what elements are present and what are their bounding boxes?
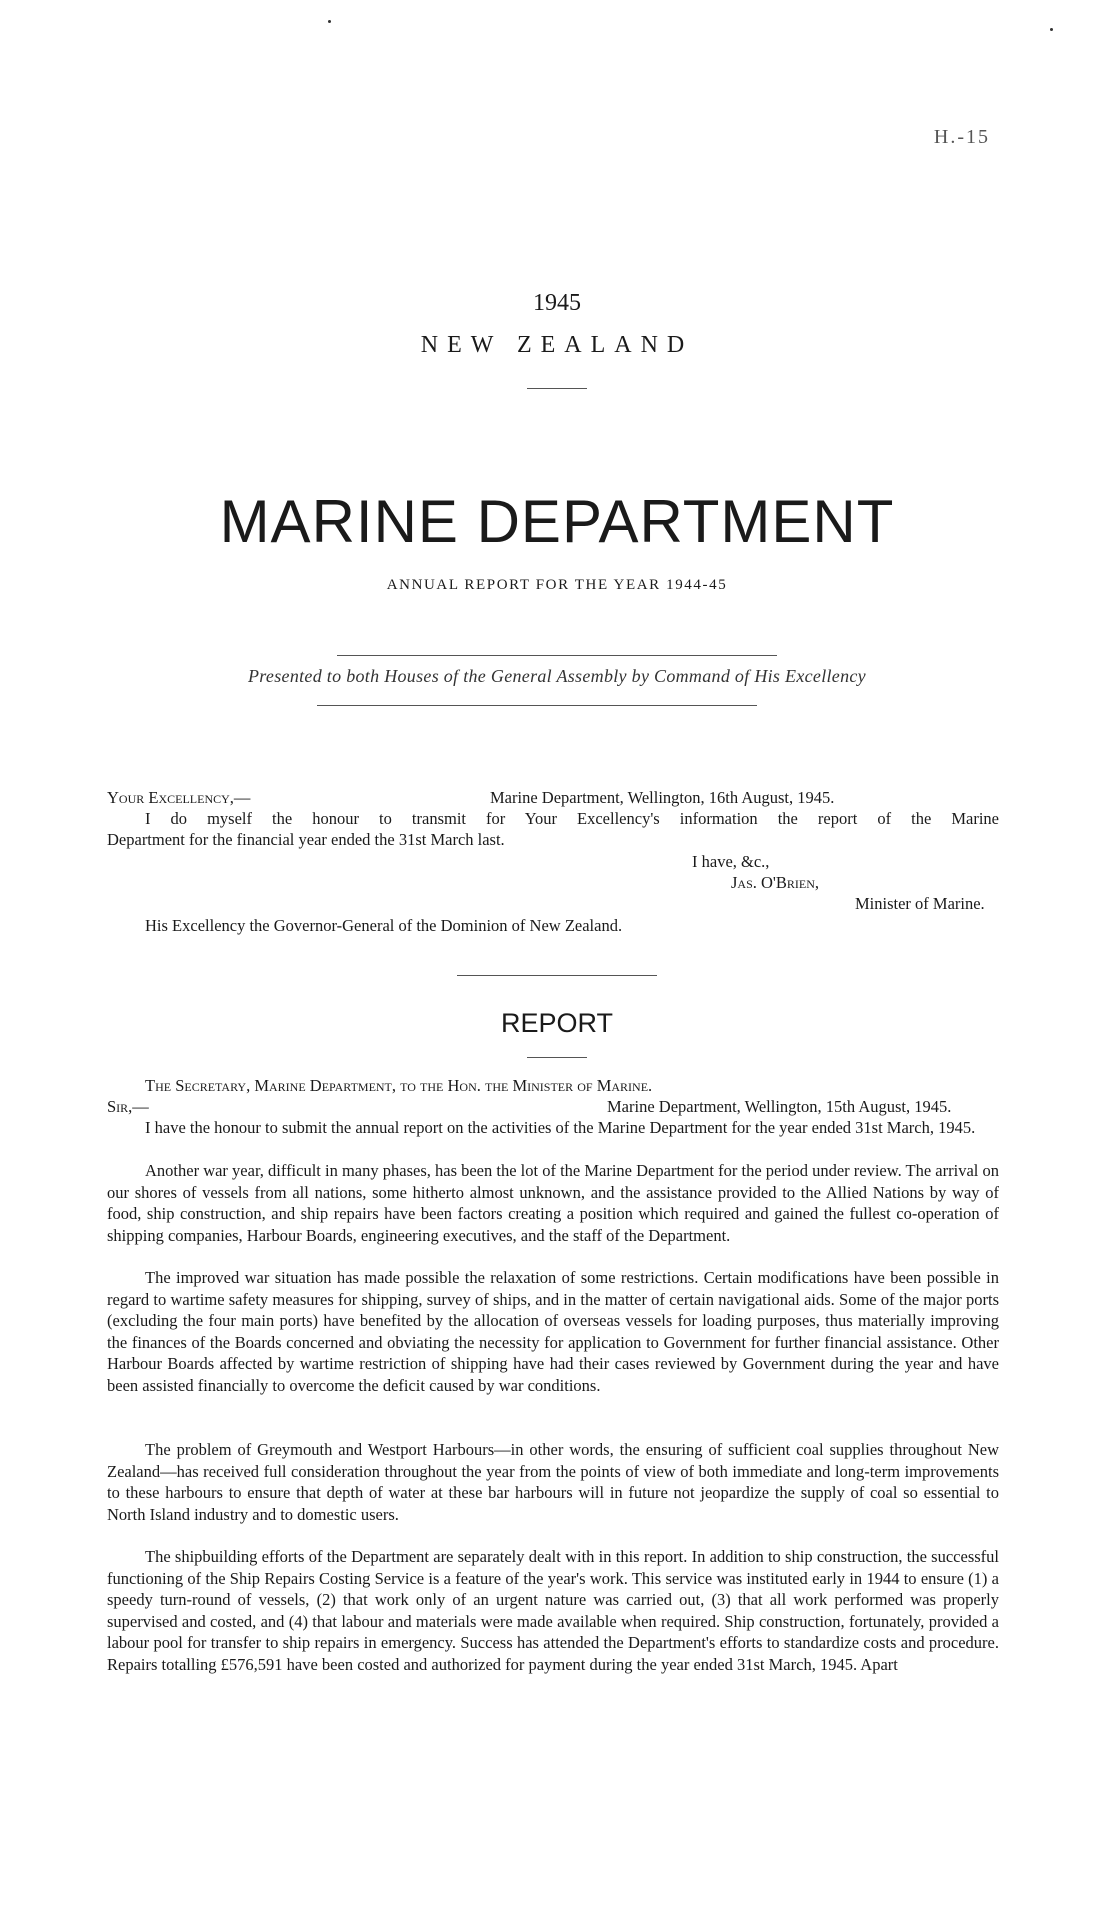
divider (527, 1057, 587, 1058)
report-paragraph: The shipbuilding efforts of the Department are separately dealt with in this report. In addition to ship construction, the successful functioning of the Ship Repairs Costing Service is a feature of the year's work. This service was instituted early in 1944 to ensure (1) a speedy turn-round of vessels, (2) that work only of an urgent nature was carried out, (3) that all work performed was properly supervised and costed, and (4) that labour and materials were made available when required. Ship construction, fortunately, provided a labour pool for transfer to ship repairs in emergency. Success has attended the Department's efforts to standardize costs and procedure. Repairs totalling £576,591 have been costed and authorized for payment during the year ended 31st March, 1945. Apart (107, 1547, 999, 1674)
speck-mark (1050, 28, 1053, 31)
report-salutation: Sir,— (107, 1097, 149, 1116)
report-paragraph: The improved war situation has made possible the relaxation of some restrictions. Certain modifications have been possible in regard to wartime safety measures for shipping, survey of ships, and in the matter of certain navigational aids. Some of the major ports (excluding the four main ports) have benefited by the allocation of overseas vessels for loading purposes, thus materially improving the finances of the Boards concerned and obviating the necessity for application to Government for further financial assistance. Other Harbour Boards affected by wartime restriction of shipping have had their cases reviewed by Government during the year and have been assisted financially to overcome the deficit caused by war conditions. (107, 1268, 999, 1395)
speck-mark (328, 20, 331, 23)
divider (337, 655, 777, 656)
letter-body-line: Department for the financial year ended the 31st March last. (107, 830, 505, 849)
letter-closing: I have, &c., (692, 852, 770, 871)
divider (527, 388, 587, 389)
letter-address: Marine Department, Wellington, 16th August, 1945. (490, 788, 835, 807)
page-reference: H.-15 (933, 126, 990, 148)
letter-salutation: Your Excellency,— (107, 788, 251, 807)
report-paragraph: The problem of Greymouth and Westport Harbours—in other words, the ensuring of sufficient coal supplies throughout New Zealand—has received full consideration throughout the year from the points of view of both immediate and long-term improvements to these harbours to ensure that depth of water at these bar harbours will in future not jeopardize the supply of coal so essential to North Island industry and to domestic users. (107, 1440, 999, 1524)
letter-signatory: Jas. O'Brien, (731, 873, 820, 892)
report-paragraph: Another war year, difficult in many phases, has been the lot of the Marine Department for the period under review. The arrival on our shores of vessels from all nations, some hitherto almost unknown, and the assistance provided to the Allied Nations by way of food, ship construction, and ship repairs have been factors creating a position which required and gained the fullest co-operation of shipping companies, Harbour Boards, engineering executives, and the staff of the Department. (107, 1161, 999, 1245)
divider (457, 975, 657, 976)
report-paragraph: I have the honour to submit the annual report on the activities of the Marine Department for the year ended 31st March, 1945. (145, 1118, 976, 1137)
letter-signatory-title: Minister of Marine. (855, 894, 985, 913)
presentation-statement: Presented to both Houses of the General Assembly by Command of His Excellency (248, 666, 866, 686)
letter-recipient: His Excellency the Governor-General of the Dominion of New Zealand. (145, 916, 623, 935)
letter-body-line: I do myself the honour to transmit for Your Excellency's information the report of the Marine (145, 809, 999, 828)
country-heading: NEW ZEALAND (420, 332, 694, 358)
report-from-to: The Secretary, Marine Department, to the Hon. the Minister of Marine. (145, 1076, 653, 1095)
divider (317, 705, 757, 706)
report-heading: REPORT (500, 1008, 614, 1038)
document-title: MARINE DEPARTMENT (219, 488, 895, 555)
publication-year: 1945 (533, 290, 581, 316)
report-address: Marine Department, Wellington, 15th August, 1945. (607, 1097, 952, 1116)
document-subtitle: ANNUAL REPORT FOR THE YEAR 1944-45 (386, 577, 728, 593)
